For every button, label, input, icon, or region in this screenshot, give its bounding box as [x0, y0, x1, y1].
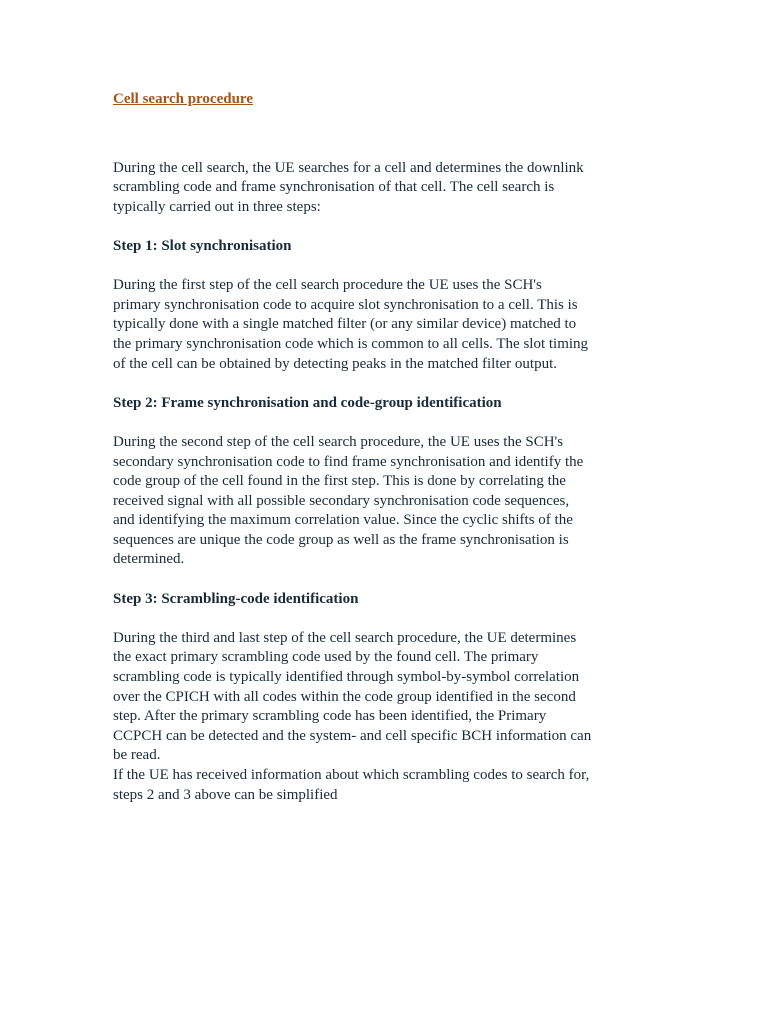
step-3-line: CCPCH can be detected and the system- and cell specific BCH information can [113, 727, 592, 744]
step-1-line: During the first step of the cell search procedure the UE uses the SCH's [113, 277, 542, 294]
step-1-line: the primary synchronisation code which is common to all cells. The slot timing [113, 335, 589, 352]
step-3-line: If the UE has received information about which scrambling codes to search for, [113, 767, 590, 783]
step-2-paragraph [113, 433, 673, 570]
step-3-line: be read. [113, 747, 161, 764]
step-3-line: the exact primary scrambling code used by the found cell. The primary [113, 649, 539, 666]
step-2-line: and identifying the maximum correlation value. Since the cyclic shifts of the [113, 512, 573, 529]
step-1-line: primary synchronisation code to acquire slot synchronisation to a cell. This is [113, 296, 578, 313]
intro-line: typically carried out in three steps: [113, 198, 321, 215]
step-1-paragraph [113, 276, 673, 374]
step-2-line: sequences are unique the code group as well as the frame synchronisation is [113, 531, 569, 548]
step-3-paragraph [113, 629, 673, 805]
step-1-line: of the cell can be obtained by detecting peaks in the matched filter output. [113, 355, 558, 372]
step-2-line: code group of the cell found in the first step. This is done by correlating the [113, 473, 566, 490]
step-2-line: secondary synchronisation code to find frame synchronisation and identify the [113, 453, 584, 470]
document-title: Cell search procedure [113, 91, 253, 107]
step-2-line: received signal with all possible secondary synchronisation code sequences, [113, 492, 570, 509]
step-3-line: scrambling code is typically identified through symbol-by-symbol correlation [113, 669, 580, 686]
intro-line: scrambling code and frame synchronisation of that cell. The cell search is [113, 179, 555, 196]
intro-line: During the cell search, the UE searches for a cell and determines the downlink [113, 159, 584, 176]
step-3-heading: Step 3: Scrambling-code identification [113, 590, 359, 607]
intro-paragraph [113, 159, 673, 218]
step-3-line: During the third and last step of the cell search procedure, the UE determines [113, 629, 577, 646]
step-3-line: step. After the primary scrambling code has been identified, the Primary [113, 708, 547, 725]
step-1-line: typically done with a single matched filter (or any similar device) matched to [113, 316, 577, 333]
step-3-line: over the CPICH with all codes within the code group identified in the second [113, 688, 576, 705]
step-1-heading: Step 1: Slot synchronisation [113, 237, 292, 254]
step-2-heading: Step 2: Frame synchronisation and code-group identification [113, 394, 502, 411]
step-2-line: During the second step of the cell search procedure, the UE uses the SCH's [113, 433, 564, 450]
step-3-line: steps 2 and 3 above can be simplified [113, 786, 338, 803]
document-body [113, 90, 673, 805]
step-2-line: determined. [113, 551, 185, 568]
